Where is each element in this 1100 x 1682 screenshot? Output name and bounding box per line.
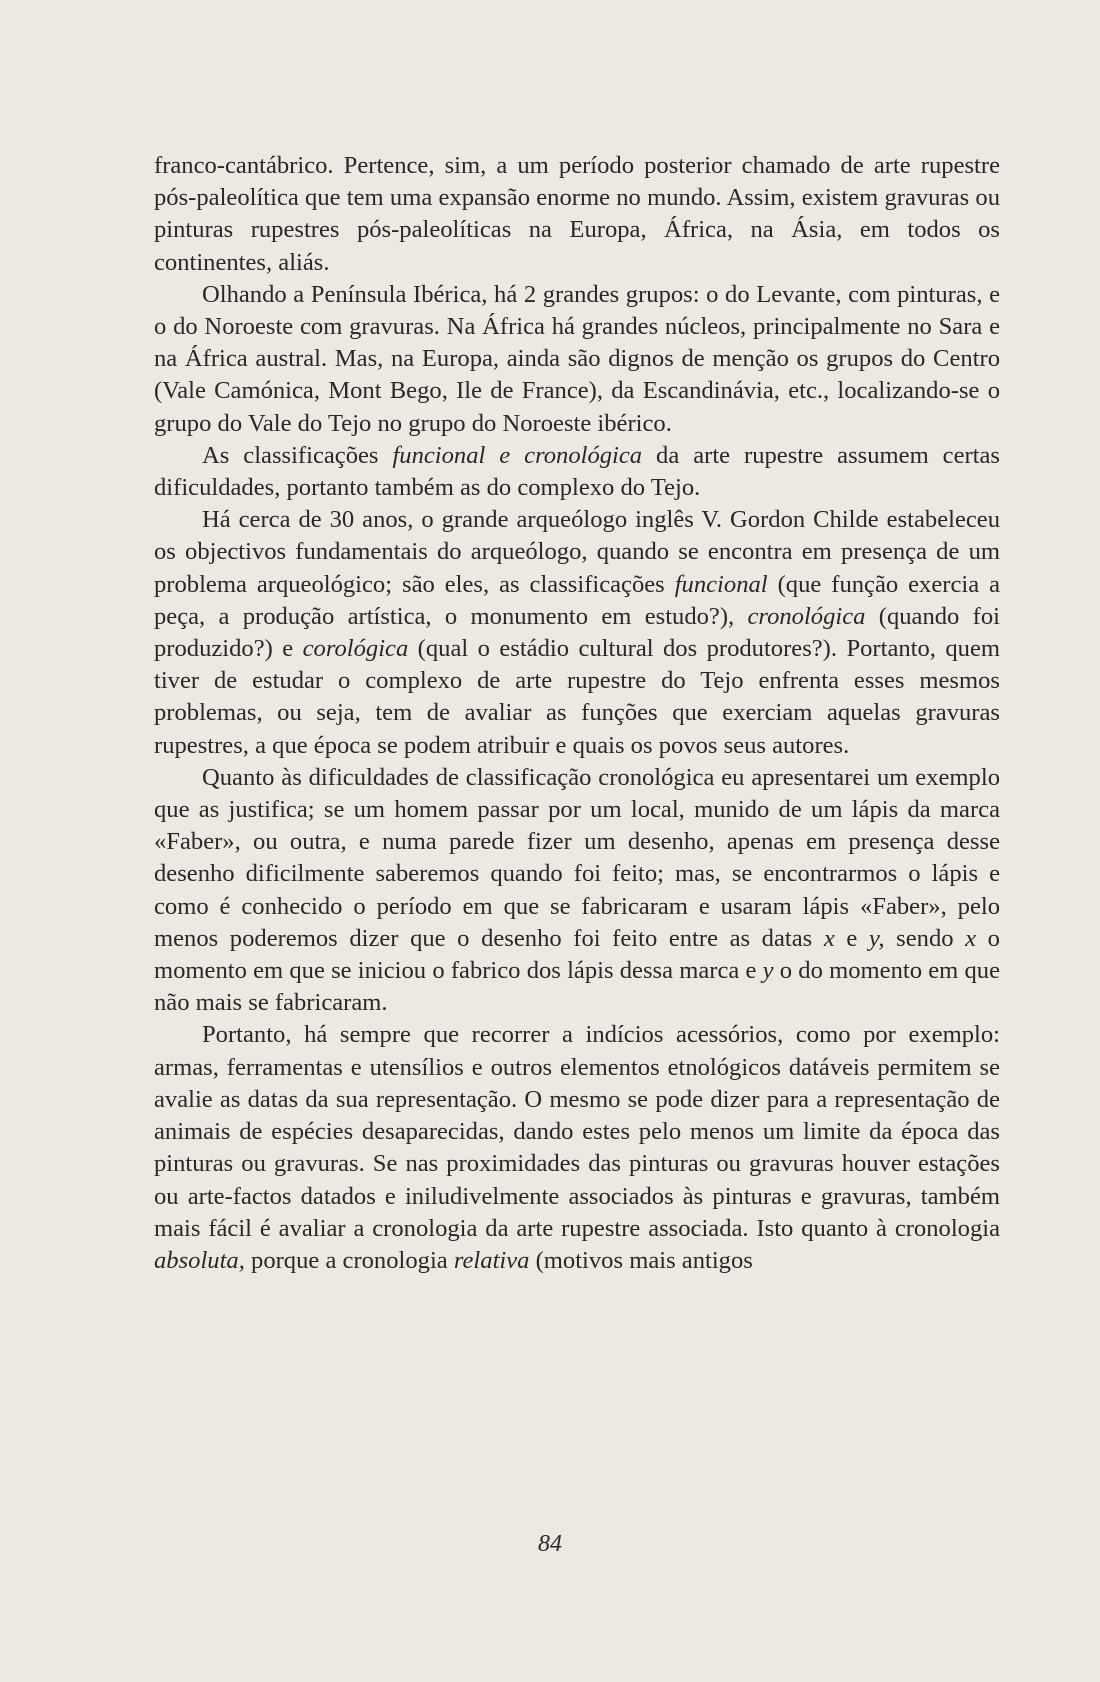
text-run: Portanto, há sempre que recorrer a indícios acessórios, como por exemplo: armas, ferramentas e utensílios e outros elementos etnológicos datáveis permitem se avalie as datas da sua representação. O mesmo se pode dizer para a representação de animais de espécies desaparecidas, dando estes pelo menos um limite da época das pinturas ou gravuras. Se nas proximidades das pinturas ou gravuras houver estações ou arte-factos datados e iniludivelmente associados às pinturas e gravuras, também mais fácil é avaliar a cronologia da arte rupestre associada. Isto quanto à cronologia bbox=[154, 1021, 1000, 1242]
italic-term: absoluta, bbox=[154, 1246, 245, 1274]
text-run: o momento em que se iniciou o fabrico dos lápis dessa marca e bbox=[154, 924, 1000, 985]
italic-term: x bbox=[823, 924, 835, 952]
text-run: da arte rupestre assumem certas dificuldades, portanto também as do complexo do Tejo. bbox=[154, 441, 1000, 502]
paragraph bbox=[154, 440, 1000, 504]
text-run: Há cerca de 30 anos, o grande arqueólogo inglês V. Gordon Childe estabeleceu os objectivos fundamentais do arqueólogo, quando se encontra em presença de um problema arqueológico; são eles, as classificações bbox=[154, 506, 1000, 598]
text-run: (que função exercia a peça, a produção artística, o monumento em estudo?), bbox=[154, 570, 1000, 630]
text-run: (motivos mais antigos bbox=[529, 1246, 753, 1274]
page-number: 84 bbox=[538, 1531, 562, 1557]
text-run: e bbox=[834, 924, 869, 952]
paragraph bbox=[154, 150, 1000, 279]
italic-term: y bbox=[762, 957, 774, 985]
text-run: porque a cronologia bbox=[244, 1246, 454, 1274]
paragraph bbox=[154, 504, 1000, 762]
paragraph bbox=[154, 762, 1000, 1020]
paragraph bbox=[154, 1019, 1000, 1277]
text-run: As classificações bbox=[202, 441, 393, 469]
text-run: (quando foi produzido?) e bbox=[154, 602, 1000, 663]
italic-term: x bbox=[965, 924, 977, 952]
italic-term: relativa bbox=[453, 1246, 530, 1274]
italic-term: funcional e cronológica bbox=[392, 441, 643, 469]
italic-term: funcional bbox=[674, 570, 768, 598]
paragraph bbox=[154, 279, 1000, 440]
italic-term: cronológica bbox=[747, 602, 866, 630]
italic-term: y, bbox=[868, 924, 885, 952]
text-run: (qual o estádio cultural dos produtores?). Portanto, quem tiver de estudar o complexo de arte rupestre do Tejo enfrenta esses mesmos problemas, ou seja, tem de avaliar as funções que exerciam aquelas gravuras rupestres, a que época se podem atribuir e quais os povos seus autores. bbox=[154, 635, 1000, 759]
italic-term: corológica bbox=[302, 635, 409, 663]
text-run: sendo bbox=[884, 924, 966, 952]
text-run: Quanto às dificuldades de classificação cronológica eu apresentarei um exemplo que as justifica; se um homem passar por um local, munido de um lápis da marca «Faber», ou outra, e numa parede fizer um desenho, apenas em presença desse desenho dificilmente saberemos quando foi feito; mas, se encontrarmos o lápis e como é conhecido o período em que se fabricaram e usaram lápis «Faber», pelo menos poderemos dizer que o desenho foi feito entre as datas bbox=[154, 763, 1000, 952]
text-run: Olhando a Península Ibérica, há 2 grandes grupos: o do Levante, com pinturas, e o do Noroeste com gravuras. Na África há grandes núcleos, principalmente no Sara e na África austral. Mas, na Europa, ainda são dignos de menção os grupos do Centro (Vale Camónica, Mont Bego, Ile de France), da Escandinávia, etc., localizando-se o grupo do Vale do Tejo no grupo do Noroeste ibérico. bbox=[154, 280, 1000, 437]
text-run: franco-cantábrico. Pertence, sim, a um período posterior chamado de arte rupestre pós-paleolítica que tem uma expansão enorme no mundo. Assim, existem gravuras ou pinturas rupestres pós-paleolíticas na Europa, África, na Ásia, em todos os continentes, aliás. bbox=[154, 152, 1000, 276]
body-text bbox=[154, 150, 1000, 1277]
text-run: o do momento em que não mais se fabricaram. bbox=[154, 957, 1000, 1017]
